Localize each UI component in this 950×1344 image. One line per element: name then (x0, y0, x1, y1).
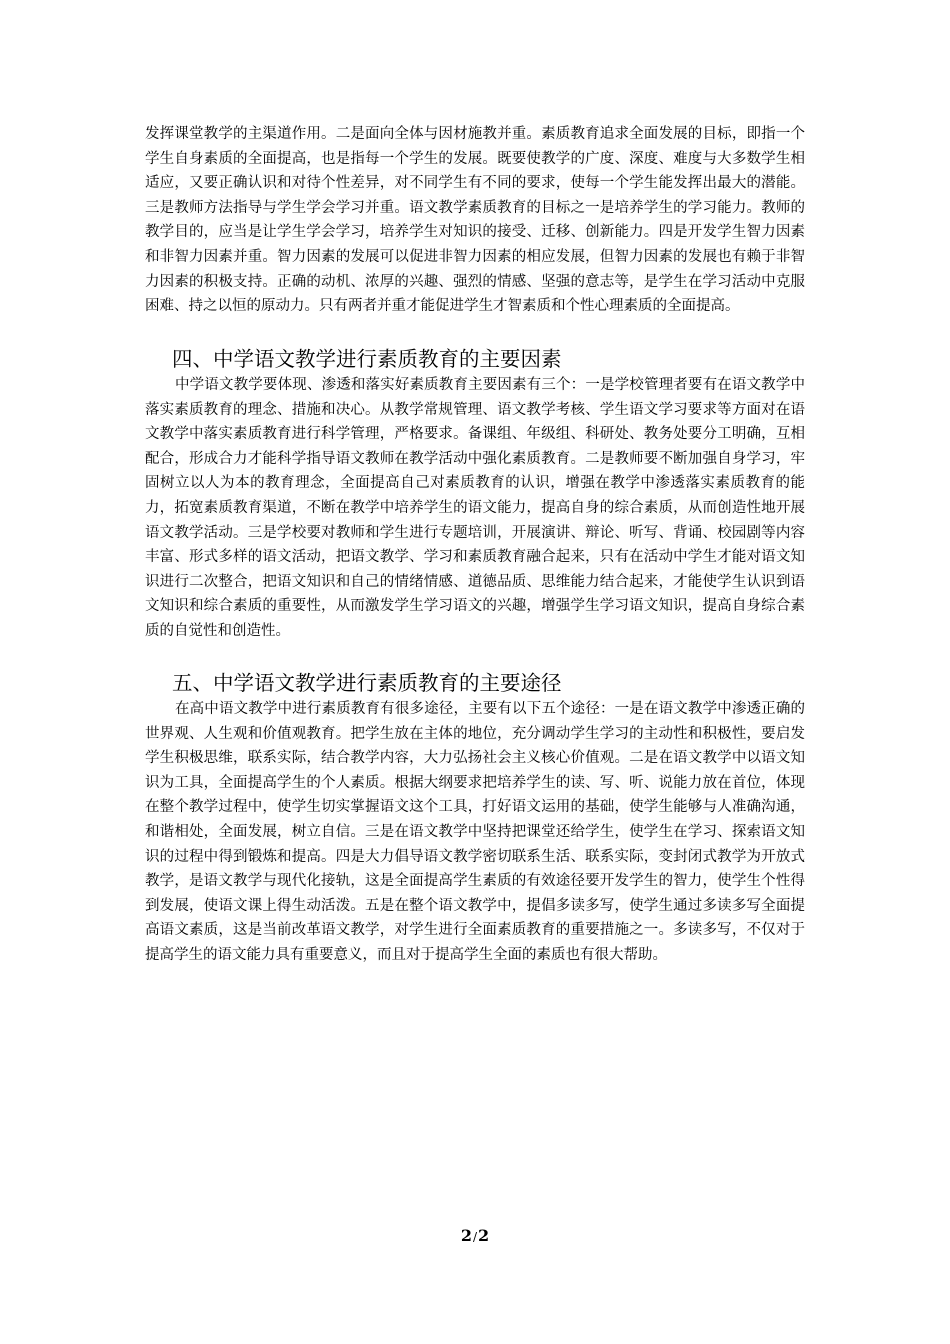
page-number-footer (0, 1226, 950, 1245)
section-5-heading: 五、中学语文教学进行素质教育的主要途径 (172, 671, 562, 695)
total-pages-number: 2 (478, 1226, 490, 1245)
current-page-number: 2 (460, 1226, 472, 1245)
section-4-paragraph: 中学语文教学要体现、渗透和落实好素质教育主要因素有三个：一是学校管理者要有在语文教学中落实素质教育的理念、措施和决心。从教学常规管理、语文教学考核、学生语文学习要求等方面对在语文教学中落实素质教育进行科学管理，严格要求。备课组、年级组、科研处、教务处要分工明确，互相配合，形成合力才能科学指导语文教师在教学活动中强化素质教育。二是教师要不断加强自身学习，牢固树立以人为本的教育理念，全面提高自己对素质教育的认识，增强在教学中渗透落实素质教育的能力，拓宽素质教育渠道，不断在教学中培养学生的语文能力，提高自身的综合素质，从而创造性地开展语文教学活动。三是学校要对教师和学生进行专题培训，开展演讲、辩论、听写、背诵、校园剧等内容丰富、形式多样的语文活动，把语文教学、学习和素质教育融合起来，只有在活动中学生才能对语文知识进行二次整合，把语文知识和自己的情绪情感、道德品质、思维能力结合起来，才能使学生认识到语文知识和综合素质的重要性，从而激发学生学习语文的兴趣，增强学生学习语文知识，提高自身综合素质的自觉性和创造性。 (145, 377, 805, 639)
page-separator: / (472, 1230, 478, 1244)
continuation-paragraph: 发挥课堂教学的主渠道作用。二是面向全体与因材施教并重。素质教育追求全面发展的目标，即指一个学生自身素质的全面提高，也是指每一个学生的发展。既要使教学的广度、深度、难度与大多数学生相适应，又要正确认识和对待个性差异，对不同学生有不同的要求，使每一个学生能发挥出最大的潜能。三是教师方法指导与学生学会学习并重。语文教学素质教育的目标之一是培养学生的学习能力。教师的教学目的，应当是让学生学会学习，培养学生对知识的接受、迁移、创新能力。四是开发学生智力因素和非智力因素并重。智力因素的发展可以促进非智力因素的相应发展，但智力因素的发展也有赖于非智力因素的积极支持。正确的动机、浓厚的兴趣、强烈的情感、坚强的意志等，是学生在学习活动中克服困难、持之以恒的原动力。只有两者并重才能促进学生才智素质和个性心理素质的全面提高。 (145, 126, 805, 315)
section-4-block (145, 373, 805, 644)
continuation-block (145, 122, 805, 319)
section-4-heading: 四、中学语文教学进行素质教育的主要因素 (172, 347, 562, 371)
section-5-block (145, 697, 805, 968)
section-5-paragraph: 在高中语文教学中进行素质教育有很多途径，主要有以下五个途径：一是在语文教学中渗透正确的世界观、人生观和价值观教育。把学生放在主体的地位，充分调动学生学习的主动性和积极性，要启发学生积极思维，联系实际，结合教学内容，大力弘扬社会主义核心价值观。二是在语文教学中以语文知识为工具，全面提高学生的个人素质。根据大纲要求把培养学生的读、写、听、说能力放在首位，体现在整个教学过程中，使学生切实掌握语文这个工具，打好语文运用的基础，使学生能够与人准确沟通，和谐相处，全面发展，树立自信。三是在语文教学中坚持把课堂还给学生，使学生在学习、探索语文知识的过程中得到锻炼和提高。四是大力倡导语文教学密切联系生活、联系实际，变封闭式教学为开放式教学，是语文教学与现代化接轨，这是全面提高学生素质的有效途径要开发学生的智力，使学生个性得到发展，使语文课上得生动活泼。五是在整个语文教学中，提倡多读多写，使学生通过多读多写全面提高语文素质，这是当前改革语文教学，对学生进行全面素质教育的重要措施之一。多读多写，不仅对于提高学生的语文能力具有重要意义，而且对于提高学生全面的素质也有很大帮助。 (145, 701, 805, 963)
